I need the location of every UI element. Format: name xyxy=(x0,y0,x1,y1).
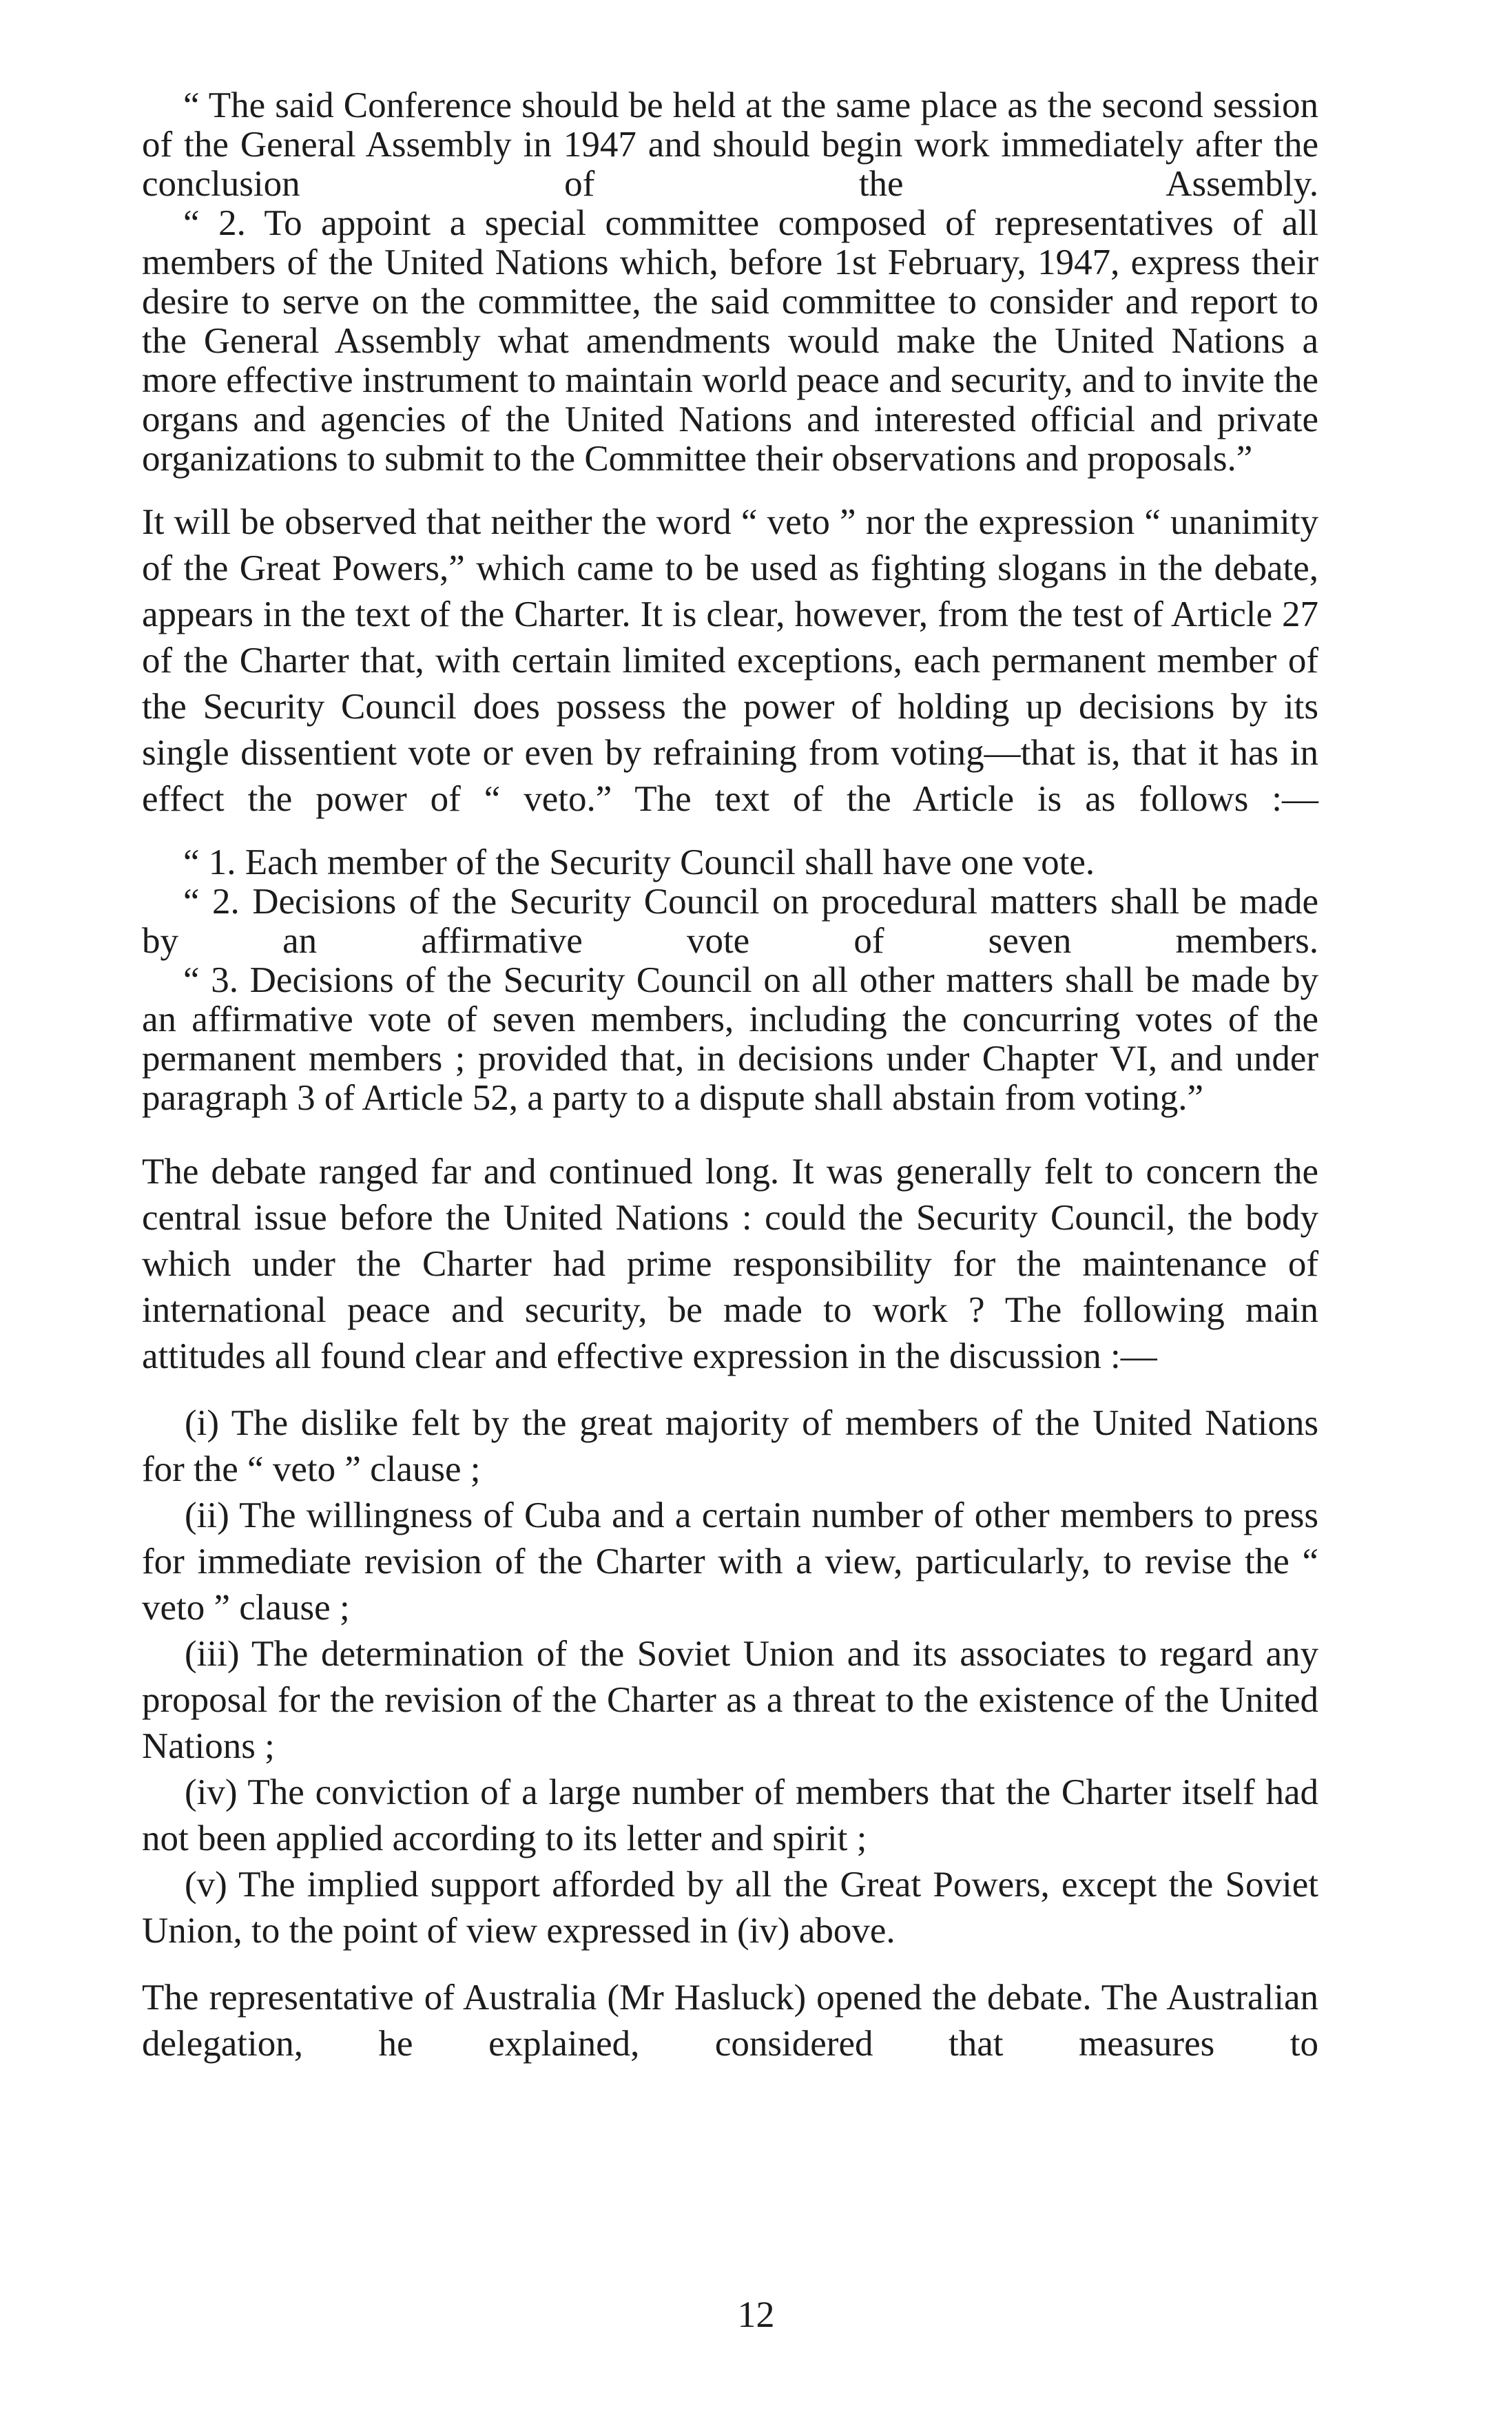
quote-paragraph: “ 3. Decisions of the Security Council on all other matters shall be made by an affirmative vote of seven members, including the concurring votes of the permanent members ; provided that, in decisions under Chapter VI, and under paragraph 3 of Article 52, a party to a dispute shall abstain from voting.” xyxy=(142,960,1318,1118)
list-item: (v) The implied support afforded by all the Great Powers, except the Soviet Union, to the point of view expressed in (iv) above. xyxy=(142,1865,1318,1951)
list-item: (i) The dislike felt by the great majority of members of the United Nations for the “ veto ” clause ; xyxy=(142,1403,1318,1489)
resolution-quote xyxy=(142,86,1318,479)
article-27-quote xyxy=(142,843,1318,1118)
australia-paragraph: The representative of Australia (Mr Hasluck) opened the debate. The Australian delegation, he explained, considered that measures to xyxy=(142,1978,1318,2064)
document-page xyxy=(142,86,1318,2067)
attitudes-list xyxy=(142,1400,1318,1954)
list-item: (ii) The willingness of Cuba and a certain number of other members to press for immediate revision of the Charter with a view, particularly, to revise the “ veto ” clause ; xyxy=(142,1495,1318,1628)
veto-paragraph: It will be observed that neither the word “ veto ” nor the expression “ unanimity of the Great Powers,” which came to be used as fighting slogans in the debate, appears in the text of the Charter. It is clear, however, from the test of Article 27 of the Charter that, with certain limited exceptions, each permanent member of the Security Council does possess the power of holding up decisions by its single dissentient vote or even by refraining from voting—that is, that it has in effect the power of “ veto.” The text of the Article is as follows :— xyxy=(142,502,1318,819)
list-item: (iv) The conviction of a large number of members that the Charter itself had not been applied according to its letter and spirit ; xyxy=(142,1772,1318,1858)
quote-paragraph: “ 2. To appoint a special committee composed of representatives of all members of the United Nations which, before 1st February, 1947, express their desire to serve on the committee, the said committee to consider and report to the General Assembly what amendments would make the United Nations a more effective instrument to maintain world peace and security, and to invite the organs and agencies of the United Nations and interested official and private organizations to submit to the Committee their observations and proposals.” xyxy=(142,203,1318,479)
quote-paragraph: “ 1. Each member of the Security Council shall have one vote. xyxy=(183,842,1095,882)
list-item: (iii) The determination of the Soviet Union and its associates to regard any proposal for the revision of the Charter as a threat to the existence of the United Nations ; xyxy=(142,1634,1318,1766)
page-number: 12 xyxy=(737,2294,775,2335)
quote-paragraph: “ The said Conference should be held at the same place as the second session of the General Assembly in 1947 and should begin work immediately after the conclusion of the Assembly. xyxy=(142,85,1318,204)
debate-paragraph: The debate ranged far and continued long. It was generally felt to concern the central issue before the United Nations : could the Security Council, the body which under the Charter had prime responsibility for the maintenance of international peace and security, be made to work ? The following main attitudes all found clear and effective expression in the discussion :— xyxy=(142,1152,1318,1376)
quote-paragraph: “ 2. Decisions of the Security Council on procedural matters shall be made by an affirmative vote of seven members. xyxy=(142,882,1318,961)
